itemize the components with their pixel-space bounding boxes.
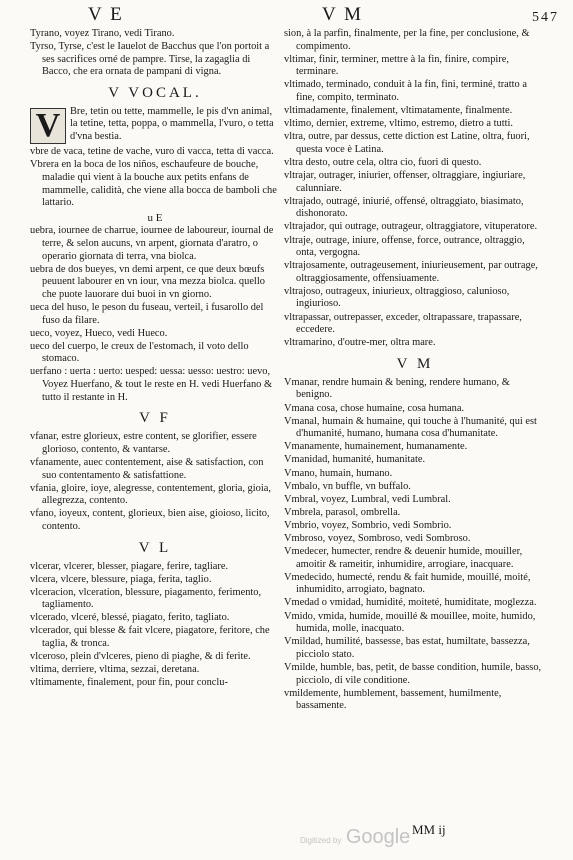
dictionary-entry: vlcerado, vlceré, blessé, piagato, ferito, tagliato.: [30, 612, 230, 624]
dictionary-entry: uerfano : uerta : uerto: uesped: uessa: uesso: uestro: uevo, Voyez Huerfano, & tout le reste en H. vedi Huerfano & tutto il restante in H.: [30, 366, 273, 403]
running-head-center: V M: [322, 4, 364, 25]
dictionary-entry: vfanamente, auec contentement, aise & satisfaction, con suo contentamento & satisfattione.: [30, 456, 264, 481]
dictionary-entry: vltramarino, d'outre-mer, oltra mare.: [284, 337, 436, 349]
google-logo: Google: [345, 826, 411, 848]
dictionary-entry: Vmilde, humble, bas, petit, de basse condition, humile, basso, picciolo, di vile conditione.: [284, 661, 542, 686]
dictionary-entry: vltimadamente, finalement, vltimatamente, finalmente.: [284, 105, 513, 117]
dictionary-entry: Vmanar, rendre humain & bening, rendere humano, & benigno.: [284, 376, 510, 401]
dictionary-entry: ueca del huso, le peson du fuseau, verteil, i fusarollo del fuso da filare.: [30, 302, 264, 326]
dictionary-entry: vltra, outre, par dessus, cette diction est Latine, oltra, fuori, questa voce è Latina.: [284, 131, 530, 155]
page-number: 547: [532, 10, 559, 25]
decorated-initial: V: [30, 108, 66, 144]
dictionary-entry: vltrapassar, outrepasser, exceder, oltrapassare, trapassare, eccedere.: [284, 311, 522, 336]
dictionary-entry: vltimado, terminado, conduit à la fin, fini, terminé, tratto a fine, compito, terminato.: [284, 79, 527, 103]
dictionary-entry: vltra desto, outre cela, oltra cio, fuori di questo.: [284, 156, 482, 168]
dictionary-entry: Vmanal, humain & humaine, qui touche à l'humanité, qui est d'humanité, humano, humana cosa d'humanitate.: [284, 415, 537, 440]
dictionary-entry: Vmbrio, voyez, Sombrio, vedi Sombrio.: [284, 519, 452, 531]
dictionary-entry: ueco del cuerpo, le creux de l'estomach, il voto dello stomaco.: [30, 340, 249, 365]
dictionary-entry: Vmedecer, humecter, rendre & deuenir humide, mouiller, amoitir & rameitir, inhumidire, arrogiare, inacquare.: [284, 546, 523, 570]
dictionary-entry: vltrajosamente, outrageusement, iniurieusement, par outrage, oltraggiosamente, offensiuamente.: [284, 260, 538, 284]
dictionary-entry: Vmbalo, vn buffle, vn buffalo.: [284, 480, 411, 492]
dictionary-entry: [30, 106, 280, 146]
dictionary-entry: vfano, ioyeux, content, glorieux, bien aise, gioioso, licito, contento.: [30, 508, 270, 532]
dictionary-entry: vltrajoso, outrageux, iniurieux, oltraggioso, calunioso, ingiurioso.: [284, 285, 510, 310]
subsection-heading: u E: [147, 211, 163, 224]
dictionary-entry: Vmildad, humilité, bassesse, bas estat, humiltate, bassezza, picciolo stato.: [284, 636, 530, 660]
dictionary-entry: vltrajar, outrager, iniurier, offenser, oltraggiare, ingiuriare, calunniare.: [284, 170, 526, 194]
dictionary-entry: vlceracion, vlceration, blessure, piagamento, ferimento, tagliamento.: [30, 586, 262, 611]
dictionary-entry: Vmanidad, humanité, humanitate.: [284, 454, 426, 466]
dictionary-entry: vlceroso, plein d'vlceres, pieno di piaghe, & di ferite.: [30, 651, 251, 663]
dictionary-entry: Vmbral, voyez, Lumbral, vedi Lumbral.: [284, 493, 451, 505]
dictionary-entry: vltima, derriere, vltima, sezzai, deretana.: [30, 664, 200, 676]
signature-mark: MM ij: [412, 822, 446, 837]
dictionary-entry: Vmbroso, voyez, Sombroso, vedi Sombroso.: [284, 532, 471, 544]
digitized-by-label: Digitized by: [300, 836, 342, 845]
section-heading: V M: [396, 355, 434, 372]
section-heading: V VOCAL.: [108, 84, 202, 101]
dictionary-entry: vltraje, outrage, iniure, offense, force, outrance, oltraggio, onta, vergogna.: [284, 234, 525, 259]
dictionary-entry: vmildemente, humblement, bassement, humilmente, bassamente.: [284, 687, 502, 712]
dictionary-entry: vlcera, vlcere, blessure, piaga, ferita, taglio.: [30, 573, 212, 585]
dictionary-entry: vltimar, finir, terminer, mettre à la fin, finire, compire, terminare.: [284, 53, 509, 78]
dictionary-entry: vltimo, dernier, extreme, vltimo, estremo, dietro a tutti.: [284, 118, 513, 130]
dictionary-entry: vltrajado, outragé, iniurié, offensé, oltraggiato, biasimato, dishonorato.: [284, 195, 524, 220]
dictionary-entry: vfanar, estre glorieux, estre content, se glorifier, essere glorioso, contento, & vantarse.: [30, 431, 257, 455]
dictionary-entry: Vmanamente, humainement, humanamente.: [284, 441, 468, 453]
dictionary-entry: Vmido, vmida, humide, mouillé & mouillee, moite, humido, humida, molle, inacquato.: [284, 610, 536, 635]
dictionary-entry: Vmedecido, humecté, rendu & fait humide, mouillé, moité, inhumidito, arrogiato, bagnato.: [284, 571, 531, 596]
entry-text: Bre, tetin ou tette, mammelle, le pis d'vn animal, la tetine, tetta, poppa, o mammella, l'vuro, o tetta d'vna bestia.: [70, 105, 274, 143]
section-heading: V F: [139, 410, 171, 427]
dictionary-entry: vltrajador, qui outrage, outrageur, oltraggiatore, vituperatore.: [284, 221, 538, 233]
dictionary-entry: vlcerador, qui blesse & fait vlcere, piagatore, feritore, che taglia, & tronca.: [30, 625, 270, 650]
dictionary-entry: Vmano, humain, humano.: [284, 467, 393, 479]
dictionary-entry: Vmedad o vmidad, humidité, moiteté, humiditate, moglezza.: [284, 597, 537, 609]
dictionary-entry: uebra de dos bueyes, vn demi arpent, ce que deux bœufs peuuent labourer en vn iour, vna mezza biolca. quello che puote lauorare dui buoi in vn giorno.: [30, 263, 265, 300]
google-watermark: [300, 826, 410, 849]
dictionary-entry: vfania, gloire, ioye, alegresse, contentement, gloria, gioia, allegrezza, contento.: [30, 482, 271, 507]
dictionary-entry: vbre de vaca, tetine de vache, vuro di vacca, tetta di vacca.: [30, 146, 274, 158]
dictionary-entry: Vmbrela, parasol, ombrella.: [284, 506, 401, 518]
left-column: [30, 28, 280, 690]
dictionary-entry: Tyrano, voyez Tirano, vedi Tirano.: [30, 28, 175, 39]
section-heading: V L: [138, 539, 172, 556]
right-column: [284, 28, 546, 713]
dictionary-entry: Vmana cosa, chose humaine, cosa humana.: [284, 402, 465, 414]
dictionary-entry: ueco, voyez, Hueco, vedi Hueco.: [30, 327, 168, 339]
dictionary-entry: vltimamente, finalement, pour fin, pour conclu-: [30, 677, 228, 689]
running-head-left: V E: [88, 4, 124, 25]
dictionary-entry: vlcerar, vlcerer, blesser, piagare, ferire, tagliare.: [30, 560, 229, 572]
dictionary-entry: uebra, iournee de charrue, iournee de laboureur, iournal de terre, & selon aucuns, vn arpent, giornata d'aratro, o operario giornata di terra, vna biolca.: [30, 225, 274, 262]
dictionary-entry: Tyrso, Tyrse, c'est le Iauelot de Bacchus que l'on portoit a ses sacrifices orné de pampre. Tirse, la zagaglia di Bacco, che era ornata de pampani di vigna.: [30, 41, 270, 78]
dictionary-entry: Vbrera en la boca de los niños, eschaufeure de bouche, maladie qui vient à la bouche aux petits enfans de mammelle, calidità, che viene alla bocca de bamboli che lattario.: [30, 159, 277, 209]
dictionary-entry: sion, à la parfin, finalmente, per la fine, per conclusione, & compimento.: [284, 28, 530, 52]
